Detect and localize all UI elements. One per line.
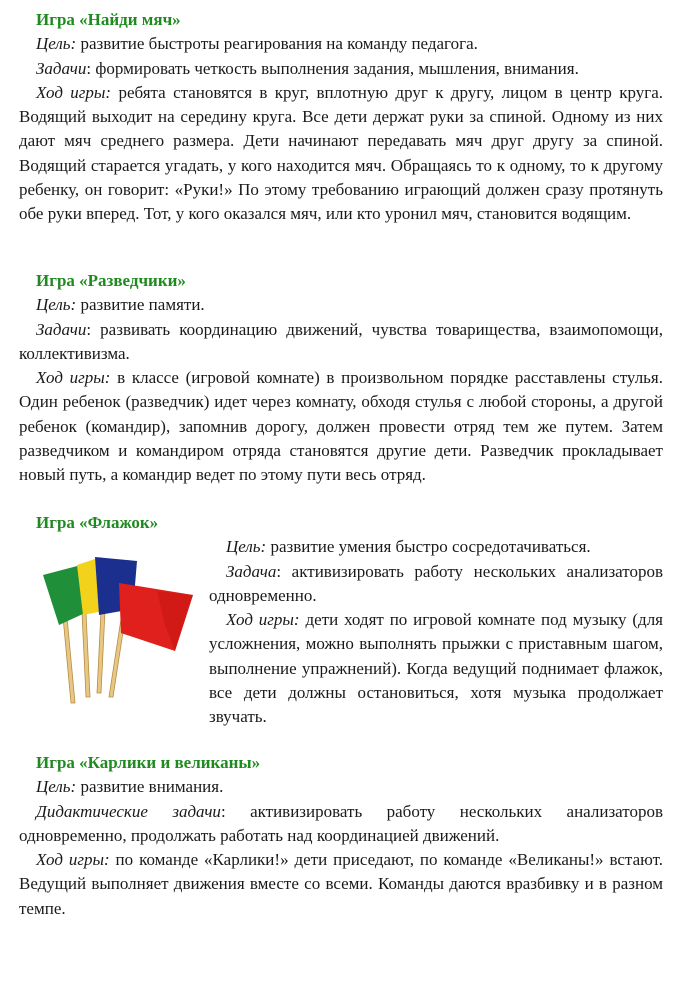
flag-pole-green [63,617,75,703]
game-section-scouts [19,269,663,488]
game-section-find-ball [19,8,663,227]
tasks-text: : активизировать работу нескольких анализаторов одновременно. [209,561,663,605]
tasks-text: : формировать четкость выполнения задания, мышления, внимания. [86,58,579,78]
game-section-flag [19,511,663,741]
course-paragraph [209,608,663,729]
tasks-paragraph [209,560,663,609]
tasks-text: : активизировать работу нескольких анализаторов одновременно, продолжать работать над координацией движений. [19,801,663,845]
flags-image [37,553,197,707]
flag-pole-yellow [82,613,90,697]
goal-paragraph [19,293,663,317]
course-text: в классе (игровой комнате) в произвольном порядке расставлены стулья. Один ребенок (разведчик) идет через комнату, обходя стулья с любой стороны, а другой ребенок (командир), запомнив дорогу, должен провести отряд тем же путем. Затем разведчиком и командиром отряда становятся другие дети. Разведчик прокладывает новый путь, а командир ведет по этому пути весь отряд. [19,368,663,485]
course-text: ребята становятся в круг, вплотную друг к другу, лицом в центр круга. Водящий выходит на середину круга. Все дети держат руки за спиной. Одному из них дают мяч среднего размера. Дети начинают передавать мяч друг другу за спиной. Водящий старается угадать, у кого находится мяч. Обращаясь то к одному, то к другому ребенку, он говорит: «Руки!» По этому требованию играющий должен сразу протянуть обе руки вперед. Тот, у кого оказался мяч, или кто уронил мяч, становится водящим. [19,82,664,224]
goal-label: Цель: [36,34,77,54]
tasks-text: : развивать координацию движений, чувства товарищества, взаимопомощи, коллективизма. [19,319,663,363]
flag-block [19,535,663,741]
goal-text: развитие умения быстро сосредотачиваться. [266,537,591,557]
goal-text: развитие внимания. [76,777,224,797]
tasks-paragraph [19,57,663,81]
game-section-dwarfs-giants [19,751,663,921]
game-title: Игра «Найди мяч» [36,10,181,29]
course-text: по команде «Карлики!» дети приседают, по команде «Великаны!» встают. Ведущий выполняет движения вместе со всеми. Команды даются вразбивку и в разном темпе. [19,850,663,918]
goal-paragraph [19,775,663,799]
course-paragraph [19,848,663,921]
game-title: Игра «Флажок» [36,513,159,532]
game-title: Игра «Карлики и великаны» [36,753,261,772]
tasks-label: Задача [226,561,277,581]
course-text: дети ходят по игровой комнате под музыку (для усложнения, можно выполнять прыжки с приставным шагом, выполнение упражнений). Когда ведущий поднимает флажок, все дети должны остановиться, хотя музыка продолжает звучать. [209,610,664,727]
course-label: Ход игры: [36,82,112,102]
tasks-label: Задачи [36,58,87,78]
tasks-label: Дидактические задачи [36,801,221,821]
course-label: Ход игры: [36,850,110,870]
goal-label: Цель: [36,295,77,315]
tasks-paragraph [19,800,663,849]
tasks-label: Задачи [36,319,87,339]
goal-text: развитие памяти. [76,295,205,315]
flag-pole-blue [97,611,105,693]
goal-label: Цель: [36,777,77,797]
flag-text-column [209,535,663,729]
game-title: Игра «Разведчики» [36,271,186,290]
tasks-paragraph [19,318,663,367]
course-paragraph [19,81,663,227]
goal-paragraph [209,535,663,559]
goal-label: Цель: [226,537,267,557]
course-label: Ход игры: [36,368,111,388]
course-label: Ход игры: [226,610,300,630]
course-paragraph [19,366,663,487]
goal-paragraph [19,32,663,56]
goal-text: развитие быстроты реагирования на команду педагога. [76,34,478,54]
